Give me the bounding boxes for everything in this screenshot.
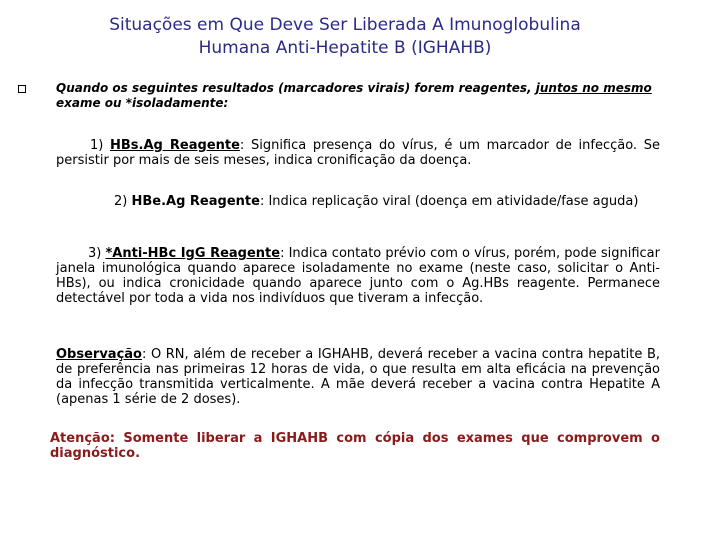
item-2-prefix: 2) bbox=[114, 194, 132, 209]
observacao-text: : O RN, além de receber a IGHAHB, deverá receber a vacina contra hepatite B, de preferência nas primeiras 12 horas de vida, o que resulta em alta eficácia na prevenção da infecção transmitida verticalmente. A mãe deverá receber a vacina contra Hepatite A (apenas 1 série de 2 doses). bbox=[56, 347, 660, 407]
intro-text-b: exame ou *isoladamente: bbox=[56, 96, 229, 110]
atencao-label: Atenção bbox=[50, 431, 110, 446]
atencao-text: : Somente liberar a IGHAHB com cópia dos exames que comprovem o diagnóstico. bbox=[50, 431, 660, 461]
intro-text-a: Quando os seguintes resultados (marcadores virais) forem reagentes, bbox=[56, 81, 536, 95]
item-3 bbox=[56, 246, 660, 306]
observacao-label: Observação bbox=[56, 347, 142, 362]
slide-title bbox=[40, 14, 650, 60]
slide-title-line-1: Situações em Que Deve Ser Liberada A Imunoglobulina bbox=[109, 15, 581, 35]
item-1 bbox=[56, 138, 660, 168]
intro-text bbox=[56, 81, 660, 111]
atencao-paragraph bbox=[50, 431, 660, 461]
item-3-term: *Anti-HBc IgG Reagente bbox=[105, 246, 281, 261]
observacao-paragraph bbox=[56, 347, 660, 407]
item-3-text: : Indica contato prévio com o vírus, porém, pode significar janela imunológica quando aparece isoladamente no exame (neste caso, solicitar o Anti-HBs), ou indica cronicidade quando aparece junto com o Ag.HBs reagente. Permanece detectável por toda a vida nos indivíduos que tiveram a infecção. bbox=[56, 246, 660, 306]
square-bullet-icon bbox=[18, 85, 26, 93]
item-1-term: HBs.Ag Reagente bbox=[110, 138, 240, 153]
item-3-prefix: 3) bbox=[88, 246, 106, 261]
slide-title-line-2: Humana Anti-Hepatite B (IGHAHB) bbox=[198, 38, 492, 58]
intro-underlined-phrase: juntos no mesmo bbox=[535, 81, 652, 95]
item-2 bbox=[56, 194, 660, 209]
item-1-text: : Significa presença do vírus, é um marcador de infecção. Se persistir por mais de seis meses, indica cronificação da doença. bbox=[56, 138, 660, 168]
item-1-prefix: 1) bbox=[90, 138, 111, 153]
item-2-term: HBe.Ag Reagente bbox=[131, 194, 260, 209]
item-2-text: : Indica replicação viral (doença em atividade/fase aguda) bbox=[259, 194, 639, 209]
